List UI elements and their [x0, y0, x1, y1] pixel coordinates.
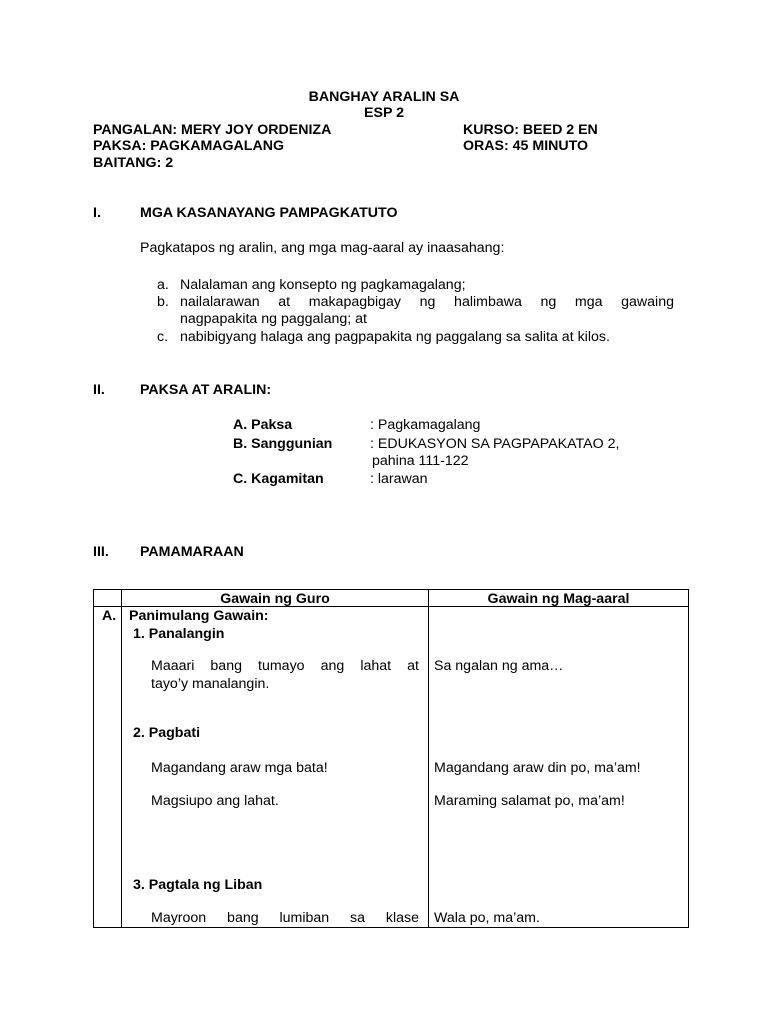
table-col-divider-2	[428, 590, 429, 927]
section2-heading: PAKSA AT ARALIN:	[140, 382, 272, 398]
step2-title: 2. Pagbati	[133, 725, 201, 741]
step1-guro-line2: tayo’y manalangin.	[151, 676, 270, 692]
oras-line: ORAS: 45 MINUTO	[463, 138, 589, 154]
table-col-divider-1	[121, 590, 122, 927]
objective-letter-c: c.	[157, 329, 169, 345]
kagamitan-value: : larawan	[370, 471, 428, 487]
section1-heading: MGA KASANAYANG PAMPAGKATUTO	[140, 205, 398, 221]
sanggunian-value-line2: pahina 111-122	[372, 453, 469, 469]
objective-b-line2: nagpapakita ng paggalang; at	[180, 311, 367, 327]
sanggunian-value: : EDUKASYON SA PAGPAPAKATAO 2,	[370, 436, 620, 452]
col-header-magaaral: Gawain ng Mag-aaral	[487, 591, 630, 607]
section3-heading: PAMAMARAAN	[140, 544, 244, 560]
step2-guro-a: Magandang araw mga bata!	[151, 760, 328, 776]
step2-guro-b: Magsiupo ang lahat.	[151, 793, 279, 809]
paksa-line: PAKSA: PAGKAMAGALANG	[93, 138, 284, 154]
paksa-label: A. Paksa	[233, 417, 293, 433]
doc-title-line2: ESP 2	[364, 105, 404, 121]
baitang-line: BAITANG: 2	[93, 155, 174, 171]
step3-title: 3. Pagtala ng Liban	[133, 877, 263, 893]
doc-title-line1: BANGHAY ARALIN SA	[308, 89, 460, 105]
paksa-value: : Pagkamagalang	[370, 417, 481, 433]
section3-numeral: III.	[93, 544, 109, 560]
step2-magaaral-a: Magandang araw din po, ma’am!	[434, 760, 641, 776]
objective-b-line1: nailalarawan at makapagbigay ng halimbawa ng mga gawaing	[180, 294, 674, 310]
objective-a: Nalalaman ang konsepto ng pagkamagalang;	[180, 277, 466, 293]
row-letter-a: A.	[102, 608, 117, 624]
pangalan-line: PANGALAN: MERY JOY ORDENIZA	[93, 122, 332, 138]
step3-guro: Mayroon bang lumiban sa klase	[151, 910, 419, 926]
step3-magaaral: Wala po, ma’am.	[434, 910, 540, 926]
section2-numeral: II.	[93, 382, 105, 398]
col-header-guro: Gawain ng Guro	[220, 591, 330, 607]
step1-guro-line1: Maaari bang tumayo ang lahat at	[151, 658, 419, 674]
step1-title: 1. Panalangin	[133, 626, 225, 642]
kurso-line: KURSO: BEED 2 EN	[463, 122, 598, 138]
section1-intro: Pagkatapos ng aralin, ang mga mag-aaral ay inaasahang:	[140, 240, 505, 256]
section1-numeral: I.	[93, 205, 101, 221]
step1-magaaral: Sa ngalan ng ama…	[434, 658, 564, 674]
objective-c: nabibigyang halaga ang pagpapakita ng paggalang sa salita at kilos.	[180, 329, 610, 345]
objective-letter-b: b.	[157, 294, 169, 310]
kagamitan-label: C. Kagamitan	[233, 471, 324, 487]
objective-letter-a: a.	[157, 277, 169, 293]
pamamaraan-table	[93, 589, 689, 928]
sanggunian-label: B. Sanggunian	[233, 436, 333, 452]
row-heading-panimulang: Panimulang Gawain:	[129, 608, 269, 624]
step2-magaaral-b: Maraming salamat po, ma’am!	[434, 793, 625, 809]
